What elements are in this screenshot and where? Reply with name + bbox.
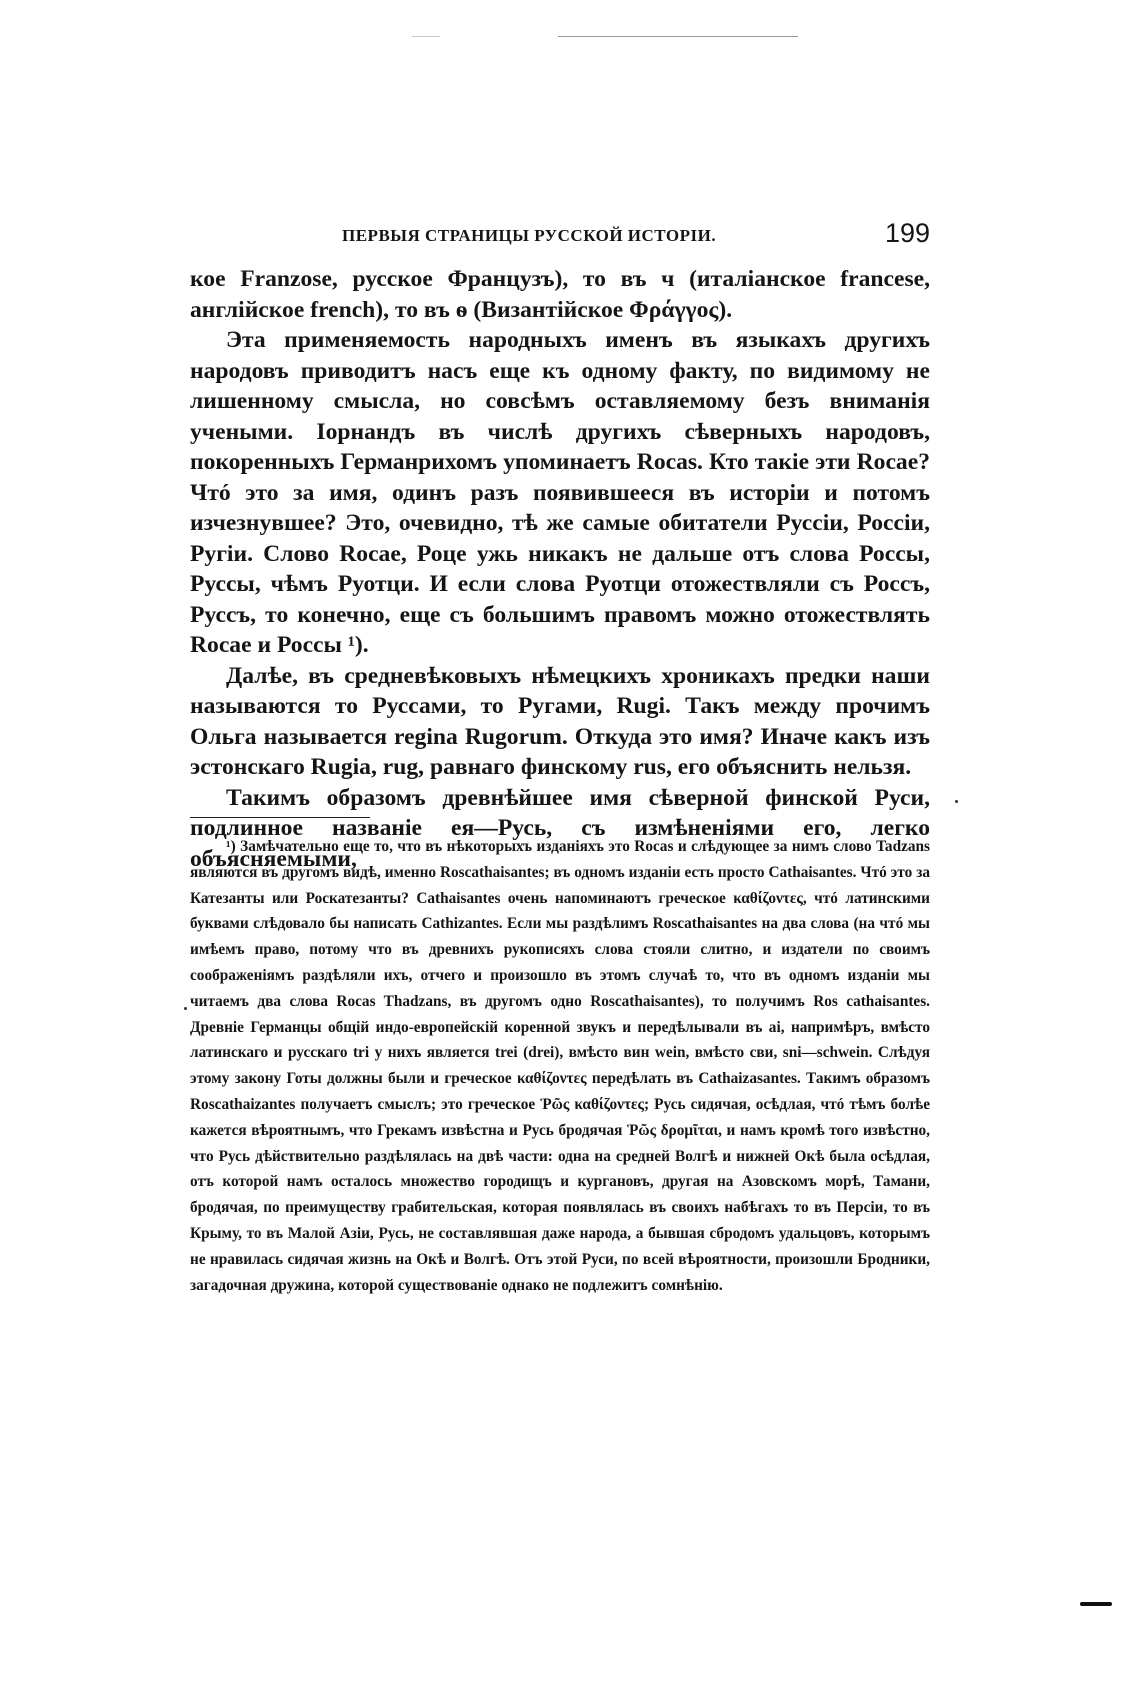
paragraph-1: кое Franzose, русское Французъ), то въ ч (италіанское francese, англійское french), то въ ѳ (Византійское Φράγγος). <box>190 266 930 323</box>
paragraph-2: Эта применяемость народныхъ именъ въ языкахъ другихъ народовъ приводитъ насъ еще къ одному факту, по видимому не лишенному смысла, но совсѣмъ оставляемому безъ вниманія учеными. Іорнандъ въ числѣ другихъ сѣверныхъ народовъ, покоренныхъ Германрихомъ упоминаетъ Rocas. Кто такіе эти Rocae? Чтó это за имя, одинъ разъ появившееся въ исторіи и потомъ изчезнувшее? Это, очевидно, тѣ же самые обитатели Руссіи, Россіи, Ругіи. Слово Rocae, Роце ужь никакъ не дальше отъ слова Россы, Руссы, чѣмъ Руотци. И если слова Руотци отожествляли съ Россъ, Руссъ, то конечно, еще съ большимъ правомъ можно отожествлять Rocae и Россы ¹). <box>190 327 930 658</box>
paragraph-3: Далѣе, въ средневѣковыхъ нѣмецкихъ хроникахъ предки наши называются то Руссами, то Ругами, Rugi. Такъ между прочимъ Ольга называется regina Rugorum. Откуда это имя? Иначе какъ изъ эстонскаго Rugia, rug, равнаго финскому rus, его объяснить нельзя. <box>190 662 930 780</box>
margin-speck <box>184 1007 187 1010</box>
running-title: ПЕРВЫЯ СТРАНИЦЫ РУССКОЙ ИСТОРІИ. <box>342 226 717 245</box>
page-number: 199 <box>884 218 930 248</box>
footnote-rule <box>190 817 370 818</box>
running-head <box>190 218 930 248</box>
top-rule-left <box>412 36 440 37</box>
footnote: ¹) Замѣчательно еще то, что въ нѣкоторыхъ изданіяхъ это Rocas и слѣдующее за нимъ слово Tadzans являются въ другомъ видѣ, именно Roscathaisantes; въ одномъ изданіи есть просто Cathaisantes. Чтó это за Катезанты или Роскатезанты? Cathaisantes очень напоминаютъ греческое καθίζοντες, чтó латинскими буквами слѣдовало бы написать Cathizantes. Если мы раздѣлимъ Roscathaisantes на два слова (на чтó мы имѣемъ право, потому что въ древнихъ рукописяхъ слова стояли слитно, и издатели по своимъ соображеніямъ раздѣляли ихъ, отчего и произошло въ этомъ случаѣ то, что въ одномъ изданіи мы читаемъ два слова Rocas Thadzans, въ другомъ одно Roscathaisantes), то получимъ Ros cathaisantes. Древніе Германцы общій индо-европейскій коренной звукъ и передѣлывали въ ai, напримѣръ, вмѣсто латинскаго и русскаго tri у нихъ является trei (drei), вмѣсто вин wein, вмѣсто сви, sni—schwein. Слѣдуя этому закону Готы должны были и греческое καθίζοντες передѣлать въ Cathaizasantes. Такимъ образомъ Roscathaizantes получаетъ смыслъ; это греческое Ῥῶς καθίζοντες; Русь сидячая, осѣдлая, чтó тѣмъ болѣе кажется вѣроятнымъ, что Грекамъ извѣстна и Русь бродячая Ῥῶς δρομῖται, и намъ кромѣ того извѣстно, что Русь дѣйствительно раздѣлялась на двѣ части: одна на средней Волгѣ и нижней Окѣ была осѣдлая, отъ которой намъ осталось множество городищъ и кургановъ, другая на Азовскомъ морѣ, Тамани, бродячая, по преимуществу грабительская, которая появлялась въ своихъ набѣгахъ то въ Персіи, то въ Крыму, то въ Малой Азіи, Русь, не составлявшая даже народа, а бывшая сбродомъ удальцовъ, которымъ не нравилась сидячая жизнь на Окѣ и Волгѣ. Отъ этой Руси, по всей вѣроятности, произошли Бродники, загадочная дружина, которой существованіе однако не подлежитъ сомнѣнію. <box>190 838 930 1294</box>
main-text <box>190 264 930 874</box>
margin-speck <box>955 800 958 803</box>
top-rule-right <box>558 36 798 37</box>
edge-mark <box>1080 1602 1112 1606</box>
paragraph-4: Такимъ образомъ древнѣйшее имя сѣверной финской Руси, подлинное названіе ея—Русь, съ измѣненіями его, легко объясняемыми, <box>190 784 930 872</box>
